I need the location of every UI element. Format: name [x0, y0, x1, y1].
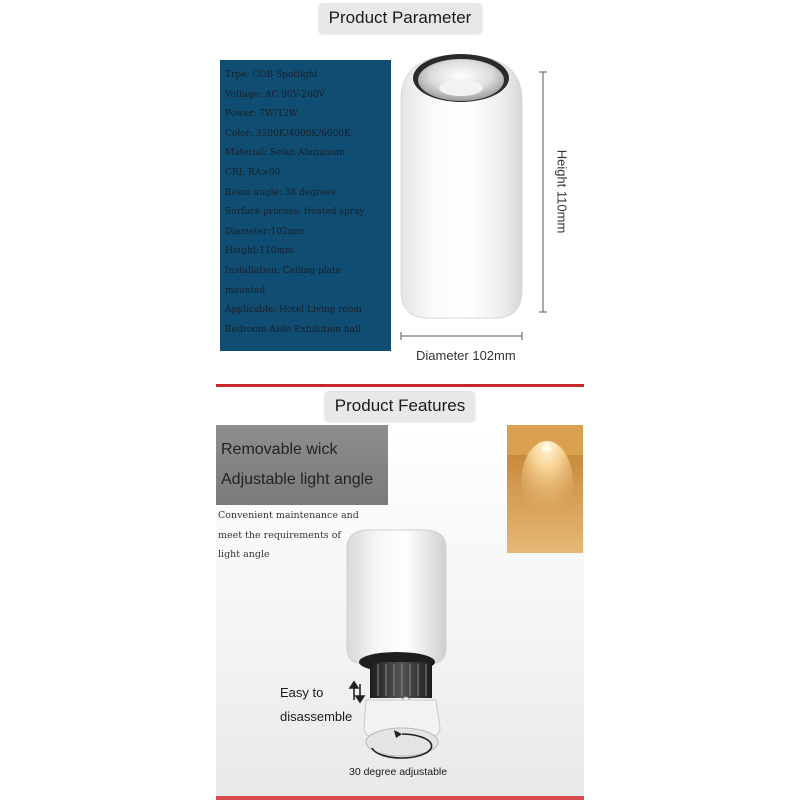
description-line: light angle — [218, 549, 270, 560]
description-line: Convenient maintenance and — [218, 510, 359, 521]
spec-row: CRI: RA>90 — [225, 167, 281, 178]
easy-disassemble-label — [280, 681, 352, 729]
feature-title: Adjustable light angle — [221, 471, 374, 488]
spec-row: Power: 7W/12W — [225, 109, 299, 120]
spec-row: Height:110mm — [225, 246, 294, 257]
product-features-heading: Product Features — [325, 391, 475, 421]
description-line: meet the requirements of — [218, 529, 341, 541]
spec-row: Diameter:102mm — [225, 226, 305, 237]
diameter-dimension-label: Diameter 102mm — [416, 348, 516, 363]
spec-row: Surface process: frosted spray — [225, 207, 365, 218]
spec-row: Installation: Ceiling plate — [225, 265, 341, 276]
spec-row: Bedroom Aisle Exhibition hall — [225, 324, 361, 335]
feature-title: Removable wick — [221, 441, 338, 458]
spec-row: Color: 3500K/4000K/6000K — [225, 128, 351, 139]
disassemble-line: disassemble — [280, 709, 353, 724]
spec-row: Trpe: COB Spotlight — [225, 70, 318, 80]
bottom-divider — [216, 796, 584, 800]
easy-line: Easy to — [280, 685, 324, 700]
spec-row: Material: Seiko Aluminum — [225, 148, 345, 159]
spec-row: Applicable: Hotel Living room — [225, 305, 362, 316]
spec-row: Voltage: AC 90V-260V — [225, 89, 326, 100]
heat-sink — [370, 662, 432, 698]
spec-row: Beam angle: 38 degrees — [225, 187, 336, 198]
height-dimension-label: Height 110mm — [554, 149, 570, 234]
product-parameter-heading: Product Parameter — [319, 3, 482, 33]
adjustable-label: 30 degree adjustable — [349, 766, 448, 778]
housing — [347, 530, 446, 664]
spec-row: mounted — [225, 285, 266, 296]
